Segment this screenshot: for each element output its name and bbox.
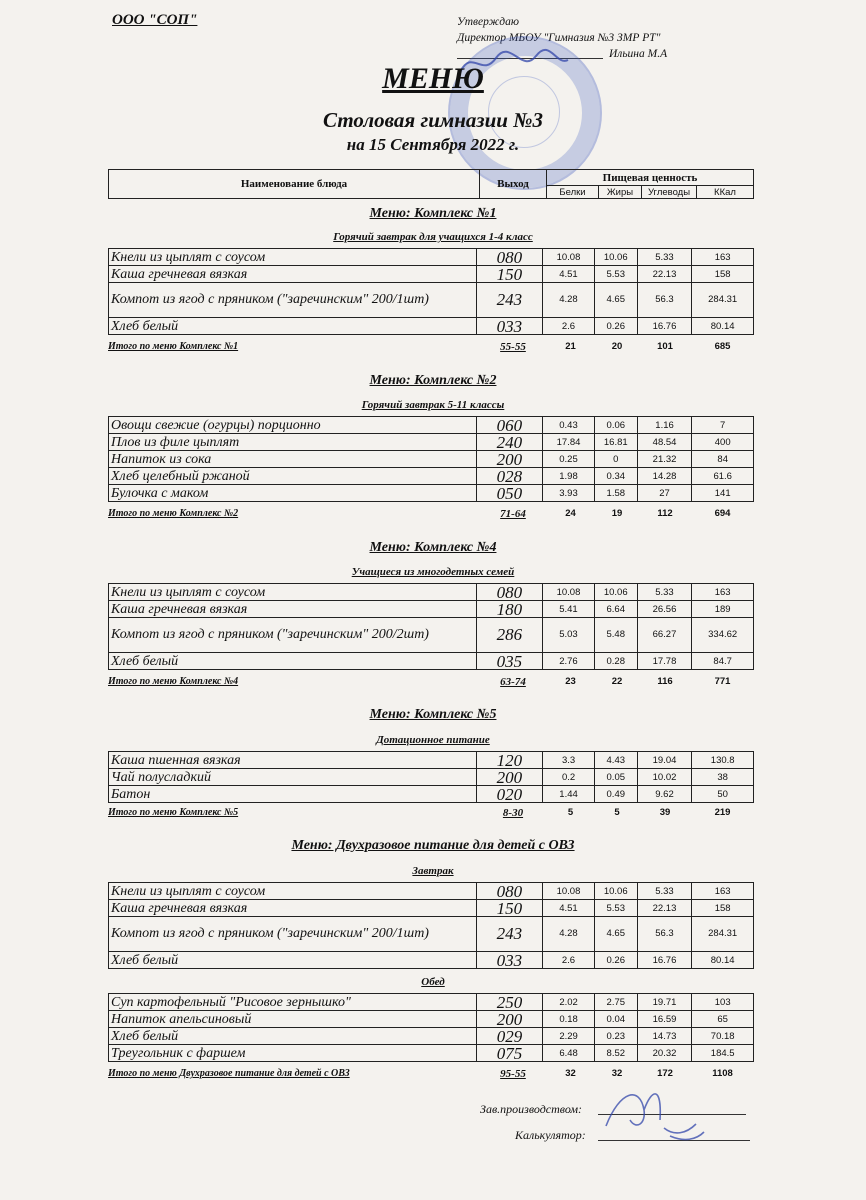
section-1-total — [108, 341, 754, 355]
dish-carbs: 22.13 — [637, 900, 692, 917]
dish-fats: 2.75 — [594, 994, 637, 1011]
dish-output: 120 — [476, 752, 543, 769]
dish-name: Хлеб белый — [109, 1028, 477, 1045]
table-row — [109, 1011, 754, 1028]
dish-fats: 4.65 — [594, 917, 637, 952]
dish-fats: 1.58 — [594, 485, 637, 502]
total-output: 55-55 — [500, 341, 526, 353]
total-carbs: 101 — [657, 341, 673, 352]
dish-carbs: 26.56 — [637, 601, 692, 618]
section-4-title: Меню: Комплекс №4 — [369, 540, 497, 555]
dish-kcal: 284.31 — [692, 917, 754, 952]
dish-proteins: 2.6 — [543, 318, 595, 335]
dish-output: 060 — [476, 417, 543, 434]
section-4-table — [108, 583, 754, 670]
total-proteins: 5 — [567, 807, 574, 818]
dish-fats: 0 — [594, 451, 637, 468]
total-proteins: 23 — [565, 676, 576, 687]
dish-output: 033 — [476, 318, 543, 335]
dish-output: 080 — [476, 584, 543, 601]
dish-fats: 0.26 — [594, 952, 637, 969]
dish-kcal: 84 — [692, 451, 754, 468]
section-2-subtitle: Горячий завтрак 5-11 классы — [361, 399, 505, 411]
total-label: Итого по меню Комплекс №2 — [108, 508, 239, 519]
total-proteins: 24 — [565, 508, 576, 519]
table-row — [109, 318, 754, 335]
page-subtitle: Столовая гимназии №3 — [323, 108, 543, 132]
dish-carbs: 16.76 — [637, 318, 692, 335]
dish-carbs: 16.76 — [637, 952, 692, 969]
dish-kcal: 284.31 — [692, 283, 754, 318]
dish-carbs: 19.04 — [637, 752, 692, 769]
column-header-table — [108, 169, 754, 199]
dish-proteins: 10.08 — [543, 883, 595, 900]
dish-proteins: 2.6 — [543, 952, 595, 969]
dish-fats: 6.64 — [594, 601, 637, 618]
table-row — [109, 752, 754, 769]
dish-proteins: 1.98 — [543, 468, 595, 485]
header-proteins: Белки — [547, 186, 599, 199]
section-2-table — [108, 416, 754, 502]
dish-carbs: 10.02 — [637, 769, 692, 786]
dish-output: 080 — [476, 249, 543, 266]
total-output: 71-64 — [500, 508, 526, 520]
production-head-label: Зав.производством: — [480, 1102, 583, 1116]
dish-proteins: 2.76 — [543, 653, 595, 670]
section-2-total — [108, 508, 754, 522]
dish-proteins: 0.25 — [543, 451, 595, 468]
dish-carbs: 56.3 — [637, 917, 692, 952]
section-ovz-title: Меню: Двухразовое питание для детей с ОВЗ — [291, 838, 575, 853]
header-dish: Наименование блюда — [109, 170, 480, 199]
dish-fats: 0.28 — [594, 653, 637, 670]
dish-carbs: 27 — [637, 485, 692, 502]
dish-kcal: 84.7 — [692, 653, 754, 670]
header-kcal: ККал — [697, 186, 754, 199]
table-row — [109, 900, 754, 917]
total-output: 95-55 — [500, 1068, 526, 1080]
dish-proteins: 10.08 — [543, 584, 595, 601]
dish-kcal: 189 — [692, 601, 754, 618]
dish-fats: 16.81 — [594, 434, 637, 451]
dish-kcal: 38 — [692, 769, 754, 786]
total-carbs: 116 — [657, 676, 673, 687]
dish-carbs: 16.59 — [637, 1011, 692, 1028]
dish-name: Компот из ягод с пряником ("заречинским" 200/1шт) — [109, 917, 477, 952]
dish-proteins: 4.28 — [543, 283, 595, 318]
table-row — [109, 883, 754, 900]
total-label: Итого по меню Комплекс №1 — [108, 341, 239, 352]
dish-name: Треугольник с фаршем — [109, 1045, 477, 1062]
organization-name: ООО "СОП" — [112, 12, 198, 28]
dish-proteins: 4.51 — [543, 900, 595, 917]
dish-proteins: 0.2 — [543, 769, 595, 786]
dish-fats: 8.52 — [594, 1045, 637, 1062]
dish-fats: 0.34 — [594, 468, 637, 485]
dish-name: Каша гречневая вязкая — [109, 601, 477, 618]
dish-kcal: 163 — [692, 883, 754, 900]
dish-carbs: 48.54 — [637, 434, 692, 451]
table-row — [109, 601, 754, 618]
dish-proteins: 10.08 — [543, 249, 595, 266]
dish-output: 200 — [476, 1011, 543, 1028]
total-carbs: 39 — [659, 807, 671, 818]
dish-kcal: 130.8 — [692, 752, 754, 769]
dish-fats: 0.04 — [594, 1011, 637, 1028]
dish-fats: 10.06 — [594, 883, 637, 900]
section-5-title: Меню: Комплекс №5 — [369, 707, 497, 722]
section-ovz-lunch-table — [108, 993, 754, 1062]
approval-line-2: Директор МБОУ "Гимназия №3 ЗМР РТ" — [457, 32, 661, 44]
table-row — [109, 249, 754, 266]
table-row — [109, 266, 754, 283]
dish-proteins: 2.29 — [543, 1028, 595, 1045]
total-label: Итого по меню Комплекс №4 — [108, 676, 239, 687]
total-carbs: 172 — [657, 1068, 673, 1079]
total-output: 8-30 — [502, 807, 524, 819]
table-row — [109, 584, 754, 601]
dish-fats: 0.26 — [594, 318, 637, 335]
dish-output: 020 — [476, 786, 543, 803]
total-kcal: 694 — [714, 508, 731, 519]
dish-carbs: 21.32 — [637, 451, 692, 468]
dish-output: 028 — [476, 468, 543, 485]
section-ovz-lunch-subtitle: Обед — [421, 976, 445, 988]
table-row — [109, 618, 754, 653]
dish-kcal: 70.18 — [692, 1028, 754, 1045]
section-4-subtitle: Учащиеся из многодетных семей — [351, 566, 515, 578]
dish-carbs: 14.28 — [637, 468, 692, 485]
dish-carbs: 9.62 — [637, 786, 692, 803]
dish-name: Кнели из цыплят с соусом — [109, 249, 477, 266]
dish-kcal: 103 — [692, 994, 754, 1011]
dish-output: 286 — [476, 618, 543, 653]
dish-fats: 0.06 — [594, 417, 637, 434]
dish-carbs: 66.27 — [637, 618, 692, 653]
section-5-total — [108, 807, 754, 821]
dish-output: 243 — [476, 283, 543, 318]
dish-carbs: 5.33 — [637, 883, 692, 900]
table-row — [109, 917, 754, 952]
total-fats: 20 — [611, 341, 623, 352]
header-carbs: Углеводы — [642, 186, 697, 199]
dish-output: 150 — [476, 266, 543, 283]
dish-kcal: 163 — [692, 249, 754, 266]
dish-output: 033 — [476, 952, 543, 969]
dish-carbs: 17.78 — [637, 653, 692, 670]
dish-kcal: 163 — [692, 584, 754, 601]
handwritten-signature — [600, 1080, 710, 1148]
dish-name: Батон — [109, 786, 477, 803]
dish-output: 050 — [476, 485, 543, 502]
dish-kcal: 50 — [692, 786, 754, 803]
dish-proteins: 0.18 — [543, 1011, 595, 1028]
dish-carbs: 5.33 — [637, 584, 692, 601]
dish-name: Плов из филе цыплят — [109, 434, 477, 451]
dish-fats: 5.48 — [594, 618, 637, 653]
dish-kcal: 184.5 — [692, 1045, 754, 1062]
header-fats: Жиры — [599, 186, 642, 199]
table-row — [109, 994, 754, 1011]
dish-name: Напиток из сока — [109, 451, 477, 468]
dish-carbs: 22.13 — [637, 266, 692, 283]
dish-output: 180 — [476, 601, 543, 618]
section-ovz-breakfast-table — [108, 882, 754, 969]
dish-proteins: 5.41 — [543, 601, 595, 618]
table-row — [109, 434, 754, 451]
dish-kcal: 80.14 — [692, 952, 754, 969]
total-kcal: 685 — [714, 341, 731, 352]
dish-carbs: 1.16 — [637, 417, 692, 434]
dish-proteins: 4.51 — [543, 266, 595, 283]
table-row — [109, 653, 754, 670]
dish-carbs: 5.33 — [637, 249, 692, 266]
total-proteins: 32 — [565, 1068, 576, 1079]
table-row — [109, 485, 754, 502]
dish-kcal: 334.62 — [692, 618, 754, 653]
dish-carbs: 19.71 — [637, 994, 692, 1011]
header-nutrition: Пищевая ценность — [547, 170, 754, 186]
table-row — [109, 786, 754, 803]
section-ovz-breakfast-subtitle: Завтрак — [412, 865, 454, 877]
dish-proteins: 3.3 — [543, 752, 595, 769]
table-row — [109, 1045, 754, 1062]
dish-proteins: 6.48 — [543, 1045, 595, 1062]
total-proteins: 21 — [565, 341, 576, 352]
section-1-subtitle: Горячий завтрак для учащихся 1-4 класс — [333, 231, 533, 243]
dish-kcal: 7 — [692, 417, 754, 434]
dish-output: 200 — [476, 769, 543, 786]
dish-kcal: 400 — [692, 434, 754, 451]
total-kcal: 1108 — [712, 1068, 733, 1079]
dish-fats: 5.53 — [594, 266, 637, 283]
menu-date: на 15 Сентября 2022 г. — [346, 135, 520, 154]
table-row — [109, 468, 754, 485]
table-row — [109, 769, 754, 786]
dish-name: Кнели из цыплят с соусом — [109, 584, 477, 601]
dish-name: Хлеб белый — [109, 653, 477, 670]
dish-name: Каша гречневая вязкая — [109, 266, 477, 283]
approval-line-1: Утверждаю — [457, 16, 519, 28]
section-5-subtitle: Дотационное питание — [376, 734, 490, 746]
dish-name: Компот из ягод с пряником ("заречинским" 200/1шт) — [109, 283, 477, 318]
dish-kcal: 65 — [692, 1011, 754, 1028]
total-kcal: 219 — [714, 807, 731, 818]
total-fats: 32 — [611, 1068, 623, 1079]
dish-output: 075 — [476, 1045, 543, 1062]
section-1-title: Меню: Комплекс №1 — [369, 206, 497, 221]
table-row — [109, 283, 754, 318]
dish-output: 240 — [476, 434, 543, 451]
dish-output: 080 — [476, 883, 543, 900]
dish-name: Кнели из цыплят с соусом — [109, 883, 477, 900]
table-row — [109, 952, 754, 969]
dish-carbs: 56.3 — [637, 283, 692, 318]
section-5-table — [108, 751, 754, 803]
dish-output: 035 — [476, 653, 543, 670]
dish-output: 243 — [476, 917, 543, 952]
dish-fats: 4.65 — [594, 283, 637, 318]
total-kcal: 771 — [714, 676, 731, 687]
dish-fats: 10.06 — [594, 249, 637, 266]
dish-proteins: 17.84 — [543, 434, 595, 451]
total-carbs: 112 — [657, 508, 673, 519]
dish-kcal: 80.14 — [692, 318, 754, 335]
total-output: 63-74 — [500, 676, 526, 688]
dish-fats: 0.05 — [594, 769, 637, 786]
dish-name: Чай полусладкий — [109, 769, 477, 786]
section-1-table — [108, 248, 754, 335]
dish-kcal: 158 — [692, 900, 754, 917]
header-output: Выход — [480, 170, 547, 199]
dish-name: Напиток апельсиновый — [109, 1011, 477, 1028]
table-row — [109, 1028, 754, 1045]
total-fats: 5 — [614, 807, 620, 818]
approval-signer: Ильина М.А — [609, 48, 668, 60]
dish-fats: 10.06 — [594, 584, 637, 601]
dish-fats: 0.49 — [594, 786, 637, 803]
dish-name: Хлеб целебный ржаной — [109, 468, 477, 485]
total-fats: 19 — [611, 508, 623, 519]
total-fats: 22 — [611, 676, 623, 687]
dish-fats: 4.43 — [594, 752, 637, 769]
dish-name: Компот из ягод с пряником ("заречинским" 200/2шт) — [109, 618, 477, 653]
total-label: Итого по меню Двухразовое питание для детей с ОВЗ — [108, 1068, 350, 1079]
dish-output: 200 — [476, 451, 543, 468]
dish-fats: 5.53 — [594, 900, 637, 917]
dish-proteins: 2.02 — [543, 994, 595, 1011]
calculator-label: Калькулятор: — [515, 1128, 586, 1142]
dish-proteins: 4.28 — [543, 917, 595, 952]
dish-name: Овощи свежие (огурцы) порционно — [109, 417, 477, 434]
dish-proteins: 1.44 — [543, 786, 595, 803]
dish-output: 029 — [476, 1028, 543, 1045]
dish-kcal: 61.6 — [692, 468, 754, 485]
table-row — [109, 417, 754, 434]
dish-name: Хлеб белый — [109, 318, 477, 335]
dish-name: Хлеб белый — [109, 952, 477, 969]
dish-output: 150 — [476, 900, 543, 917]
dish-proteins: 0.43 — [543, 417, 595, 434]
dish-name: Суп картофельный "Рисовое зернышко" — [109, 994, 477, 1011]
dish-proteins: 5.03 — [543, 618, 595, 653]
dish-kcal: 158 — [692, 266, 754, 283]
dish-kcal: 141 — [692, 485, 754, 502]
total-label: Итого по меню Комплекс №5 — [108, 807, 239, 818]
section-2-title: Меню: Комплекс №2 — [369, 373, 497, 388]
dish-name: Каша пшенная вязкая — [109, 752, 477, 769]
dish-fats: 0.23 — [594, 1028, 637, 1045]
dish-name: Каша гречневая вязкая — [109, 900, 477, 917]
dish-carbs: 20.32 — [637, 1045, 692, 1062]
dish-name: Булочка с маком — [109, 485, 477, 502]
dish-output: 250 — [476, 994, 543, 1011]
page-title: МЕНЮ — [382, 62, 484, 95]
dish-proteins: 3.93 — [543, 485, 595, 502]
dish-carbs: 14.73 — [637, 1028, 692, 1045]
table-row — [109, 451, 754, 468]
section-4-total — [108, 676, 754, 690]
